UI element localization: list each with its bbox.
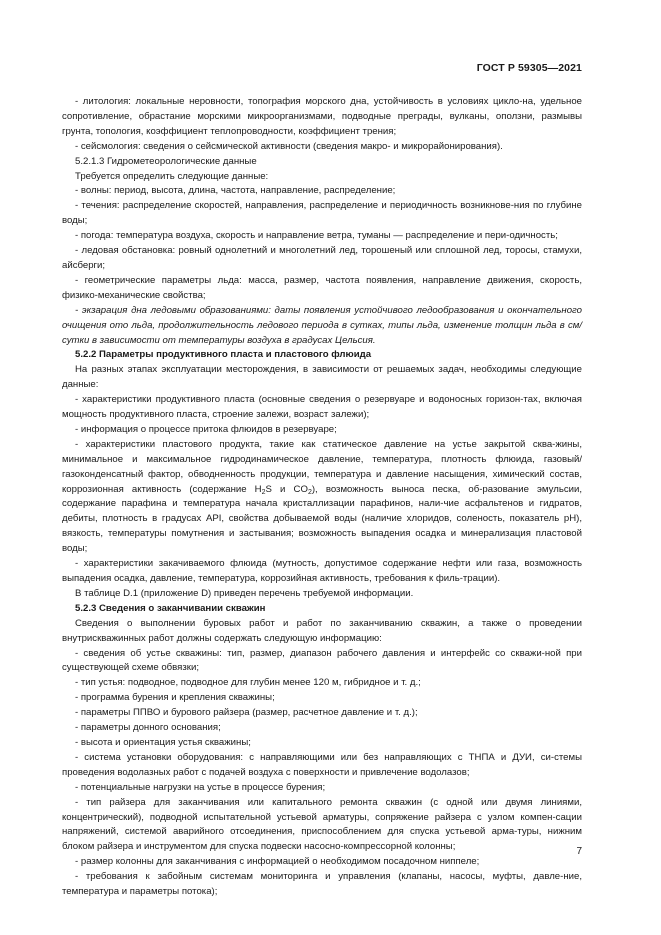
paragraph: В таблице D.1 (приложение D) приведен перечень требуемой информации. [75, 587, 414, 599]
text-run: ), возможность выноса песка, об-разование эмульсии, содержание парафина и температура начала кристаллизации парафинов, нали-чие асфальтенов и гидратов, дебиты, плотность в градусах API, свойства добываемой воды (наличие хлоридов, соленость, показатель pH), вязкость, температуры помутнения и застывания; возможность выпадения осадка и минерализация пластовой воды; [62, 483, 582, 555]
section-heading: 5.2.2 Параметры продуктивного пласта и пластового флюида [75, 349, 372, 361]
subscript: 2 [261, 488, 266, 496]
paragraph: - тип устья: подводное, подводное для глубин менее 120 м, гибридное и т. д.; [75, 677, 421, 689]
paragraph: - требования к забойным системам мониторинга и управления (клапаны, насосы, муфты, давле-ние, температура и параметры потока); [62, 871, 582, 898]
paragraph: - характеристики продуктивного пласта (основные сведения о резервуаре и водоносных горизон-тах, включая мощность продуктивного пласта, строение залежи, возраст залежи); [62, 394, 582, 421]
paragraph [62, 438, 582, 557]
paragraph: - ледовая обстановка: ровный однолетний и многолетний лед, торошеный или сплошной лед, торосы, стамухи, айсберги; [62, 245, 582, 271]
paragraph: - литология: локальные неровности, топография морского дна, устойчивость в условиях цикло-на, удельное сопротивление, обрастание морскими микроорганизмами, подводные преграды, вулканы, оползни, размывы грунта, топология, коэффициент теплопроводности, коэффициент трения; [62, 96, 582, 137]
paragraph: - информация о процессе притока флюидов в резервуаре; [75, 423, 337, 435]
paragraph: - размер колонны для заканчивания с информацией о необходимом посадочном ниппеле; [75, 856, 480, 868]
paragraph: - геометрические параметры льда: масса, размер, частота появления, направление движения, скорость, физико-механические свойства; [62, 274, 582, 301]
paragraph: - параметры ППВО и бурового райзера (размер, расчетное давление и т. д.); [75, 707, 418, 719]
document-body [62, 95, 582, 900]
subscript: 2 [307, 488, 312, 496]
document-id: ГОСТ Р 59305—2021 [476, 62, 582, 74]
paragraph: Требуется определить следующие данные: [75, 170, 269, 182]
paragraph: На разных этапах эксплуатации месторождения, в зависимости от решаемых задач, необходимы следующие данные: [62, 364, 582, 391]
paragraph: - сейсмология: сведения о сейсмической активности (сведения макро- и микрорайонирования). [75, 140, 503, 152]
paragraph: - характеристики закачиваемого флюида (мутность, допустимое содержание нефти или газа, возможность выпадения осадка, давление, температура, коррозийная активность, требования к филь-трации). [62, 558, 582, 584]
paragraph: - погода: температура воздуха, скорость и направление ветра, туманы — распределение и пери-одичность; [75, 230, 558, 242]
text-run: - характеристики пластового продукта, такие как статическое давление на устье закрытой сква-жины, минимальное и максимальное гидродинамическое давление, температура, плотность флюида, газовый/газоконденсатный фактор, обводненность продукции, температура и давление насыщения, химический состав, коррозионная активность (содержание H [62, 438, 582, 495]
subsection-heading: 5.2.1.3 Гидрометеорологические данные [75, 155, 257, 167]
paragraph: - параметры донного основания; [75, 722, 221, 734]
page-number: 7 [576, 846, 582, 857]
paragraph: - течения: распределение скоростей, направления, распределение и периодичность возникнове-ния по глубине воды; [62, 200, 582, 227]
paragraph: - тип райзера для заканчивания или капитального ремонта скважин (с одной или двумя линиями, концентрический), подводной испытательной устьевой арматуры, сопряжение райзера с узлом компен-сации напряжений, системой аварийного отсоединения, приспособлением для спуска устьевой арма-туры, нижним блоком райзера и инструментом для спуска подвески насосно-компрессорной колонны; [62, 796, 582, 853]
paragraph: - волны: период, высота, длина, частота, направление, распределение; [75, 185, 396, 197]
paragraph: Сведения о выполнении буровых работ и работ по заканчиванию скважин, а также о проведении внутрискважинных работ должны содержать следующую информацию: [62, 617, 582, 644]
paragraph: - система установки оборудования: с направляющими или без направляющих с ТНПА и ДУИ, си-стемы проведения водолазных работ с подачей воздуха с поверхности и привлечение водолазов; [62, 751, 582, 778]
paragraph: - сведения об устье скважины: тип, размер, диапазон рабочего давления и интерфейс со скважи-ной при существующей схеме обвязки; [62, 647, 582, 674]
paragraph: - высота и ориентация устья скважины; [75, 736, 251, 748]
italic-paragraph: - экзарация дна ледовыми образованиями: даты появления устойчивого ледообразования и окончательного очищения ото льда, продолжительность ледового периода в сутках, типы льда, изменение толщин льда в см/сутки в зависимости от температуры воздуха в градусах Цельсия. [62, 304, 582, 346]
text-run: S и CO [265, 483, 308, 495]
section-heading: 5.2.3 Сведения о заканчивании скважин [75, 602, 266, 614]
paragraph: - программа бурения и крепления скважины; [75, 692, 275, 704]
paragraph: - потенциальные нагрузки на устье в процессе бурения; [75, 781, 326, 793]
